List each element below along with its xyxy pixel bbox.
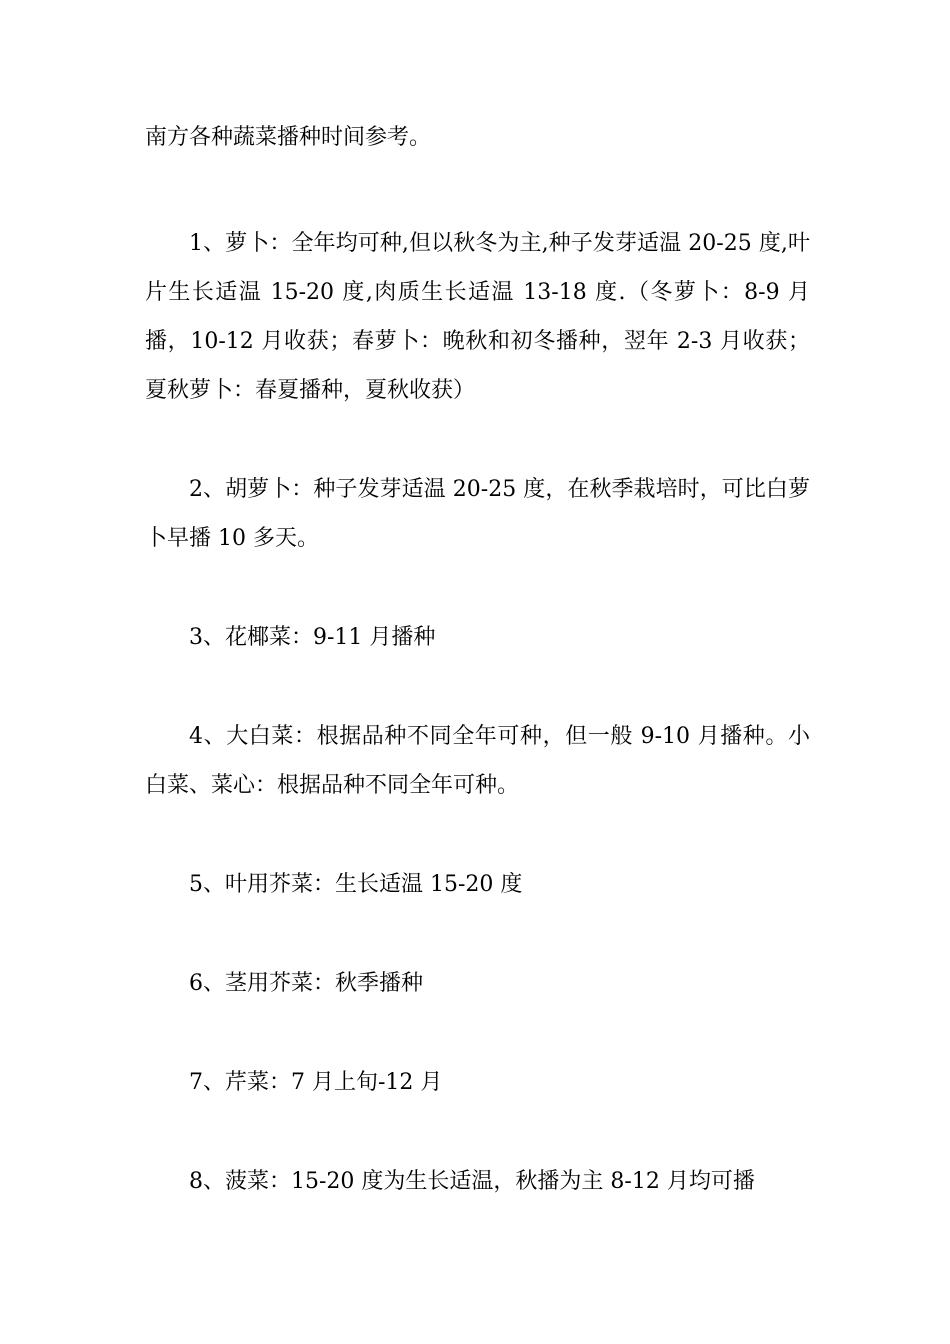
spacer	[145, 1107, 810, 1157]
spacer	[145, 415, 810, 465]
spacer	[145, 1008, 810, 1058]
paragraph-spinach: 8、菠菜：15-20 度为生长适温，秋播为主 8-12 月均可播	[189, 1169, 755, 1194]
spacer	[145, 158, 810, 219]
spacer	[145, 662, 810, 712]
paragraph-leaf-mustard: 5、叶用芥菜：生长适温 15-20 度	[189, 872, 523, 897]
paragraph-chinese-cabbage: 4、大白菜：根据品种不同全年可种，但一般 9-10 月播种。小白菜、菜心：根据品种不同全年可种。	[145, 724, 810, 798]
paragraph-cauliflower: 3、花椰菜：9-11 月播种	[189, 625, 436, 650]
spacer	[145, 810, 810, 860]
paragraph-carrot: 2、胡萝卜：种子发芽适温 20-25 度，在秋季栽培时，可比白萝卜早播 10 多天。	[145, 477, 810, 551]
document-title: 南方各种蔬菜播种时间参考。	[145, 125, 432, 150]
paragraph-radish: 1、萝卜：全年均可种,但以秋冬为主,种子发芽适温 20-25 度,叶片生长适温 15-20 度,肉质生长适温 13-18 度.（冬萝卜：8-9 月播，10-12 月收获；春萝卜：晚秋和初冬播种，翌年 2-3 月收获；夏秋萝卜：春夏播种，夏秋收获）	[145, 231, 810, 403]
paragraph-celery: 7、芹菜：7 月上旬-12 月	[189, 1070, 443, 1095]
spacer	[145, 909, 810, 959]
document-body	[145, 118, 810, 1206]
spacer	[145, 563, 810, 613]
paragraph-stem-mustard: 6、茎用芥菜：秋季播种	[189, 971, 423, 996]
